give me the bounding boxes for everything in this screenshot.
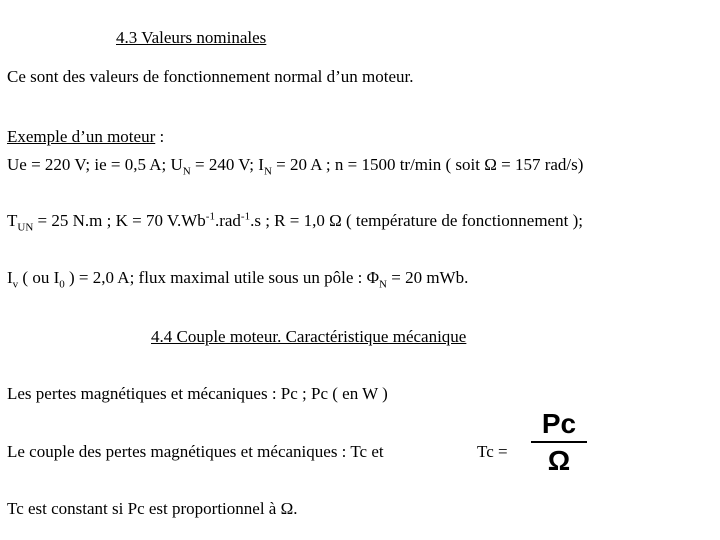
- example-title: Exemple d’un moteur: [7, 127, 156, 146]
- couple-text: Le couple des pertes magnétiques et mécaniques : Tc et: [7, 442, 384, 461]
- fraction-numerator: Pc: [541, 408, 577, 439]
- example-line-2: [7, 210, 583, 234]
- intro-text: Ce sont des valeurs de fonctionnement normal d’un moteur.: [7, 67, 414, 86]
- text-segment: = 240 V; I: [190, 155, 264, 174]
- text-segment: Ue = 220 V; ie = 0,5 A; U: [7, 155, 183, 174]
- superscript: -1: [240, 210, 251, 223]
- text-segment: T: [7, 211, 18, 230]
- fraction-bar: [531, 441, 587, 443]
- subscript: v: [12, 278, 19, 291]
- text-segment: = 25 N.m ; K = 70 V.Wb: [33, 211, 206, 230]
- text-segment: .s ; R = 1,0 Ω ( température de fonctionnement );: [250, 211, 583, 230]
- text-segment: ) = 2,0 A; flux maximal utile sous un pôle : Φ: [64, 268, 380, 287]
- example-heading: [7, 128, 164, 145]
- section-title-4-3: 4.3 Valeurs nominales: [116, 28, 267, 47]
- subscript: N: [379, 278, 387, 291]
- subscript: 0: [59, 278, 65, 291]
- tc-equation-label: Tc =: [477, 442, 508, 461]
- text-segment: ( ou I: [18, 268, 60, 287]
- text-segment: = 20 mWb.: [387, 268, 469, 287]
- text-segment: I: [7, 268, 13, 287]
- tc-fraction: [531, 410, 587, 475]
- superscript: -1: [205, 210, 215, 223]
- example-line-1: [7, 155, 584, 178]
- section-title-4-4: 4.4 Couple moteur. Caractéristique mécanique: [151, 327, 467, 346]
- subscript: N: [182, 165, 191, 178]
- subscript: N: [263, 165, 272, 178]
- text-segment: .rad: [214, 211, 241, 230]
- pertes-text: Les pertes magnétiques et mécaniques : Pc ; Pc ( en W ): [7, 384, 388, 403]
- constant-text: Tc est constant si Pc est proportionnel à Ω.: [7, 499, 298, 518]
- subscript: UN: [17, 221, 34, 234]
- text-segment: = 20 A ; n = 1500 tr/min ( soit Ω = 157 rad/s): [271, 155, 584, 174]
- example-line-3: [7, 268, 469, 291]
- fraction-denominator: Ω: [547, 445, 571, 476]
- example-title-colon: :: [155, 127, 165, 146]
